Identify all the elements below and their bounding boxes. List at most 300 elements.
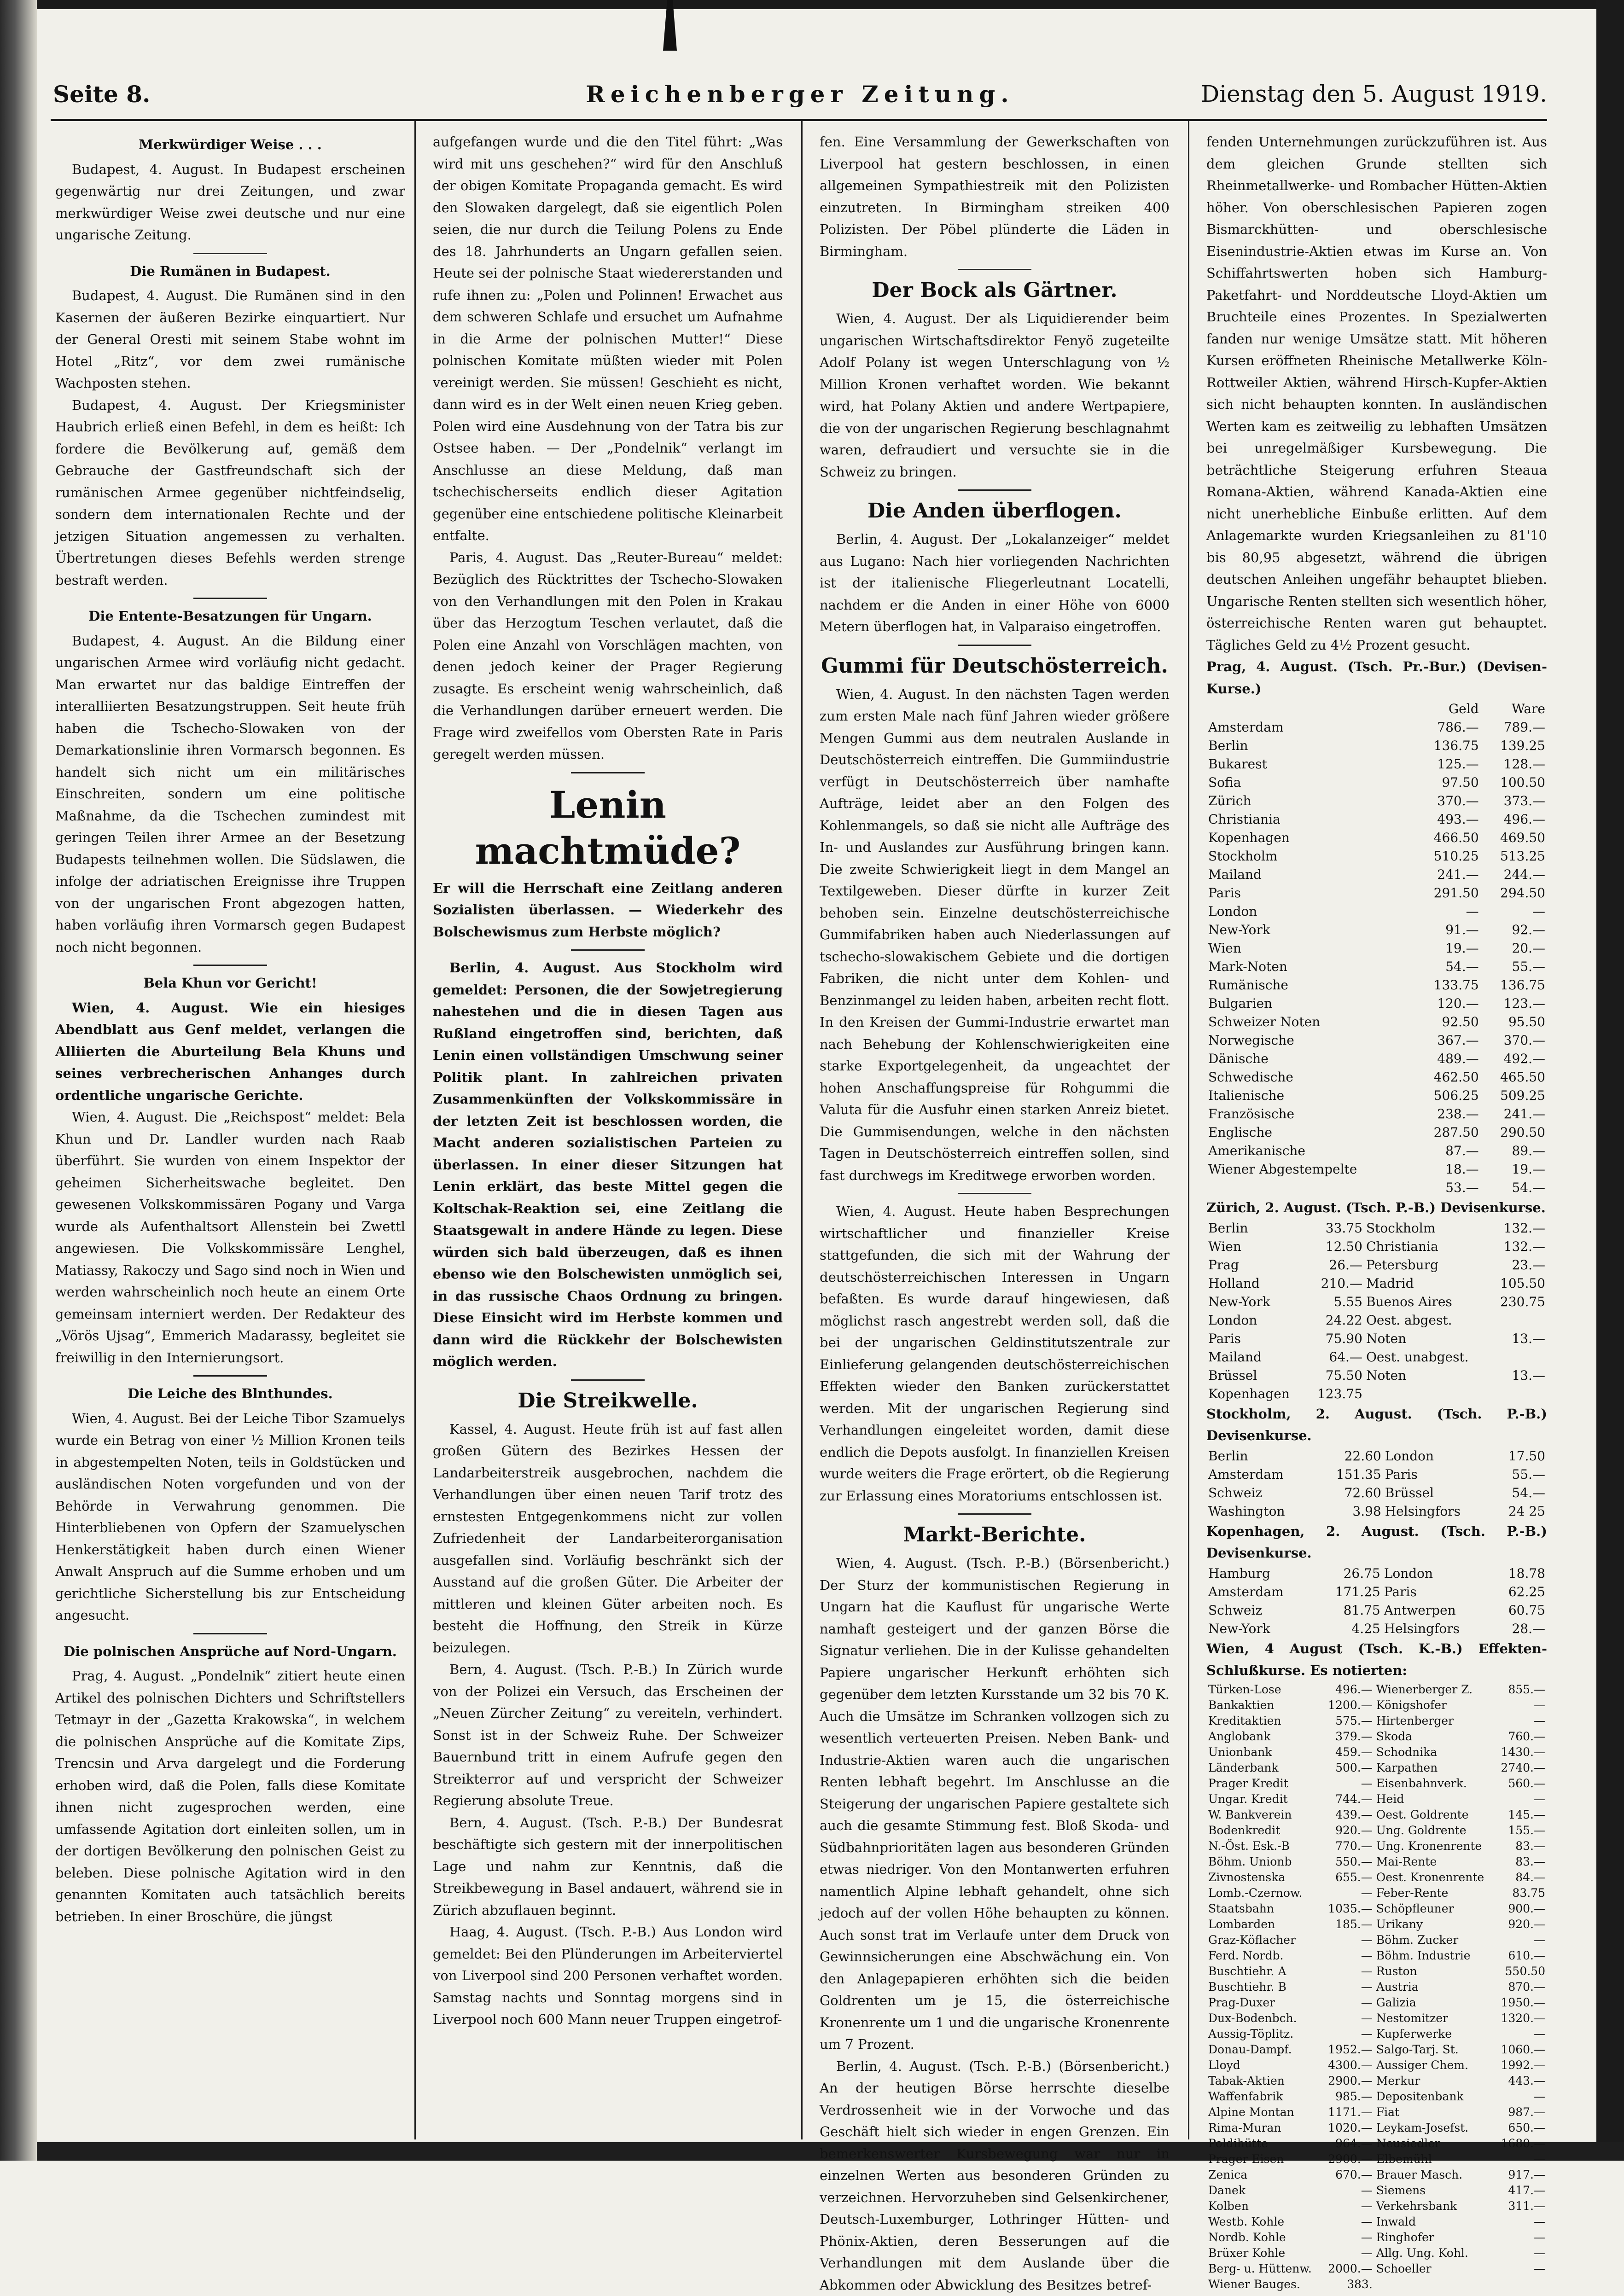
separator: [571, 772, 645, 773]
table-row: [1206, 2042, 1547, 2058]
table-cell: 20.—: [1481, 939, 1547, 958]
table-cell: 465.50: [1481, 1068, 1547, 1087]
table-cell: 370.—: [1481, 1031, 1547, 1050]
table-cell: 100.50: [1481, 773, 1547, 792]
table-cell: 1992.—: [1495, 2058, 1547, 2073]
table-cell: —: [1495, 2230, 1547, 2245]
headline-anden: Die Anden überflogen.: [820, 497, 1170, 525]
table-cell: Buenos Aires: [1364, 1293, 1490, 1311]
table-title: Kopenhagen, 2. August. (Tsch. P.-B.) Devisenkurse.: [1206, 1521, 1547, 1564]
wien-effekten-table: [1206, 1682, 1547, 2292]
separator: [193, 965, 267, 966]
table-cell: 19.—: [1414, 939, 1480, 958]
table-cell: Neusiedler: [1374, 2136, 1495, 2151]
table-row: [1206, 2073, 1547, 2089]
table-cell: Englische: [1206, 1123, 1414, 1142]
table-cell: 770.—: [1322, 1838, 1374, 1854]
table-cell: Helsingfors: [1382, 1620, 1491, 1638]
table-cell: Aussiger Chem.: [1374, 2058, 1495, 2073]
table-cell: Prager Eisen: [1206, 2151, 1322, 2167]
table-row: [1206, 2136, 1547, 2151]
table-cell: 496.—: [1481, 810, 1547, 829]
table-cell: 1060.—: [1495, 2042, 1547, 2058]
table-cell: 870.—: [1495, 1979, 1547, 1995]
table-row: [1206, 1697, 1547, 1713]
table-cell: [1206, 1179, 1414, 1197]
table-cell: 132.—: [1490, 1238, 1547, 1256]
table-row: [1206, 921, 1547, 939]
table-cell: Königshofer: [1374, 1697, 1495, 1713]
table-cell: —: [1322, 2026, 1374, 2042]
column-4: [1206, 131, 1547, 2143]
table-row: [1206, 1105, 1547, 1123]
table-row: [1206, 1142, 1547, 1160]
table-cell: Petersburg: [1364, 1256, 1490, 1274]
article-text: Wien, 4. August. Bei der Leiche Tibor Szamuelys wurde ein Betrag von einer ½ Million Kronen teils in abgestempelten Noten, teils in Goldstücken und ausländischen Noten vorgefunden und von der Behörde in Verwahrung genommen. Die Hinterbliebenen von Opfern der Szamuelyschen Henkerstätigkeit haben durch einen Wiener Anwalt Anspruch auf die Summe erhoben und um gerichtliche Sicherstellung bis zur Entscheidung angesucht.: [55, 1408, 405, 1627]
table-row: [1206, 958, 1547, 976]
table-cell: Zürich: [1206, 792, 1414, 810]
table-cell: Dux-Bodenbch.: [1206, 2011, 1322, 2026]
table-cell: Kopenhagen: [1206, 1385, 1307, 1403]
column-1: [55, 131, 405, 2143]
table-cell: Schweizer Noten: [1206, 1013, 1414, 1031]
table-cell: 500.—: [1322, 1760, 1374, 1776]
table-cell: Schodnika: [1374, 1744, 1495, 1760]
table-cell: 17.50: [1491, 1447, 1547, 1465]
article-title: Merkwürdiger Weise . . .: [55, 134, 405, 156]
table-cell: —: [1495, 2026, 1547, 2042]
table-cell: Hirtenberger: [1374, 1713, 1495, 1729]
table-row: [1206, 939, 1547, 958]
table-cell: 132.—: [1490, 1219, 1547, 1238]
table-cell: Dänische: [1206, 1050, 1414, 1068]
table-cell: —: [1322, 2214, 1374, 2230]
table-title: Wien, 4 August (Tsch. K.-B.) Effekten-Schlußkurse. Es notierten:: [1206, 1638, 1547, 1682]
table-cell: 383.: [1322, 2277, 1374, 2292]
table-cell: 744.—: [1322, 1791, 1374, 1807]
table-cell: 1020.—: [1322, 2120, 1374, 2136]
table-cell: 985.—: [1322, 2089, 1374, 2104]
article-text: Budapest, 4. August. Die Rumänen sind in den Kasernen der äußeren Bezirke einquartiert. Nur der General Oresti mit seinem Stabe wohnt im Hotel „Ritz“, vor dem zwei rumänische Wachposten stehen.: [55, 285, 405, 395]
table-row: [1206, 866, 1547, 884]
prag-devisen-table: [1206, 700, 1547, 1197]
table-cell: 55.—: [1491, 1465, 1547, 1484]
table-cell: 97.50: [1414, 773, 1480, 792]
table-cell: 287.50: [1414, 1123, 1480, 1142]
table-cell: Rima-Muran: [1206, 2120, 1322, 2136]
scan-edge-right: [1596, 0, 1624, 2161]
table-cell: Mailand: [1206, 1348, 1307, 1366]
table-cell: Berlin: [1206, 737, 1414, 755]
table-cell: 311.—: [1495, 2198, 1547, 2214]
table-row: [1206, 1964, 1547, 1979]
table-cell: Helsingfors: [1383, 1502, 1492, 1521]
table-cell: London: [1382, 1564, 1491, 1583]
table-cell: 1430.—: [1495, 1744, 1547, 1760]
article-title: Die Leiche des Blnthundes.: [55, 1383, 405, 1405]
table-row: [1206, 1087, 1547, 1105]
table-row: [1206, 1050, 1547, 1068]
table-row: [1206, 2277, 1547, 2292]
table-row: [1206, 1311, 1547, 1330]
table-cell: 513.25: [1481, 847, 1547, 866]
table-cell: 120.—: [1414, 994, 1480, 1013]
table-cell: 900.—: [1495, 1901, 1547, 1917]
table-cell: Austria: [1374, 1979, 1495, 1995]
table-row: [1206, 976, 1547, 994]
table-cell: 920.—: [1495, 1917, 1547, 1932]
table-cell: 87.—: [1414, 1142, 1480, 1160]
table-cell: Norwegische: [1206, 1031, 1414, 1050]
table-cell: Amsterdam: [1206, 1583, 1315, 1601]
table-cell: Graz-Köflacher: [1206, 1932, 1322, 1948]
table-cell: 610.—: [1495, 1948, 1547, 1964]
table-cell: 64.—: [1307, 1348, 1364, 1366]
table-cell: —: [1322, 2198, 1374, 2214]
table-cell: 550.—: [1322, 1854, 1374, 1870]
table-row: [1206, 2214, 1547, 2230]
article-title: Die Entente-Besatzungen für Ungarn.: [55, 605, 405, 628]
table-cell: Ung. Kronenrente: [1374, 1838, 1495, 1854]
table-cell: Tabak-Aktien: [1206, 2073, 1322, 2089]
article-text: fenden Unternehmungen zurückzuführen ist. Aus dem gleichen Grunde stellten sich Rheinmetallwerke- und Rombacher Hütten-Aktien höher. Von oberschlesischen Papieren zogen Bismarckhütten- und oberschlesische Eisenindustrie-Aktien etwas im Kurse an. Von Schiffahrtswerten hoben sich Hamburg-Paketfahrt- und Norddeutsche Lloyd-Aktien um Bruchteile eines Prozentes. In Spezialwerten fanden nur wenige Umsätze statt. Mit höheren Kursen eröffneten Rheinische Metallwerke Köln-Rottweiler Aktien, während Hirsch-Kupfer-Aktien sich nicht behaupten konnten. In ausländischen Werten kam es zeitweilig zu lebhaften Umsätzen bei unregelmäßiger Kursbewegung. Die beträchtliche Steigerung erfuhren Steaua Romana-Aktien, während Kanada-Aktien eine nicht unerhebliche Einbuße erlitten. Auf dem Anlagemarkte wurden Kriegsanleihen zu 81'10 bis 80,95 abgesetzt, während die übrigen deutschen Anleihen ungefähr behauptet blieben. Ungarische Renten stellten sich wesentlich höher, österreichische Renten waren gut behauptet. Tägliches Geld zu 4½ Prozent gesucht.: [1206, 131, 1547, 656]
table-cell: Urikany: [1374, 1917, 1495, 1932]
table-cell: 23.—: [1490, 1256, 1547, 1274]
table-row: [1206, 1484, 1547, 1502]
table-cell: Brüxer Kohle: [1206, 2245, 1322, 2261]
table-cell: Mailand: [1206, 866, 1414, 884]
table-cell: —: [1322, 1776, 1374, 1791]
table-cell: 4.25: [1315, 1620, 1382, 1638]
table-cell: 13.—: [1490, 1366, 1547, 1385]
table-cell: 917.—: [1495, 2167, 1547, 2183]
table-row: [1206, 1601, 1547, 1620]
table-cell: 655.—: [1322, 1870, 1374, 1885]
table-row: [1206, 1807, 1547, 1823]
table-row: [1206, 1744, 1547, 1760]
separator: [571, 1379, 645, 1381]
table-cell: Bulgarien: [1206, 994, 1414, 1013]
table-cell: Salgo-Tarj. St.: [1374, 2042, 1495, 2058]
article-text: Haag, 4. August. (Tsch. P.-B.) Aus London wird gemeldet: Bei den Plünderungen im Arbeiterviertel von Liverpool sind 200 Personen verhaftet worden. Samstag nachts und Sonntag morgens sind in Liverpool noch 600 Mann neuer Truppen eingetrof-: [433, 1921, 783, 2031]
table-cell: Paris: [1206, 884, 1414, 902]
table-cell: Italienische: [1206, 1087, 1414, 1105]
table-cell: 105.50: [1490, 1274, 1547, 1293]
table-cell: 60.75: [1491, 1601, 1547, 1620]
table-cell: —: [1322, 1885, 1374, 1901]
table-row: [1206, 737, 1547, 755]
table-cell: Berg- u. Hüttenw.: [1206, 2261, 1322, 2277]
table-cell: 92.—: [1481, 921, 1547, 939]
article-text: Kassel, 4. August. Heute früh ist auf fast allen großen Gütern des Bezirkes Hessen der Landarbeiterstreik ausgebrochen, nachdem die Verhandlungen über einen neuen Tarif trotz des ernstesten Entgegenkommens nicht zur vollen Zufriedenheit der Landarbeiterorganisation ausgefallen sind. Vorläufig beschränkt sich der Ausstand auf die großen Güter. Die Arbeiter der mittleren und kleinen Güter arbeiten noch. Es besteht die Hoffnung, den Streik in Kürze beizulegen.: [433, 1418, 783, 1659]
table-cell: Verkehrsbank: [1374, 2198, 1495, 2214]
table-cell: Böhm. Zucker: [1374, 1932, 1495, 1948]
table-cell: N.-Öst. Esk.-B: [1206, 1838, 1322, 1854]
table-cell: Christiania: [1364, 1238, 1490, 1256]
newspaper-title: Reichenberger Zeitung.: [53, 81, 1547, 108]
table-row: [1206, 2104, 1547, 2120]
table-cell: 855.—: [1495, 1682, 1547, 1697]
table-cell: Amerikanische: [1206, 1142, 1414, 1160]
table-cell: Berlin: [1206, 1447, 1316, 1465]
table-cell: 95.50: [1481, 1013, 1547, 1031]
table-cell: Westb. Kohle: [1206, 2214, 1322, 2230]
table-cell: Wienerberger Z.: [1374, 1682, 1495, 1697]
table-row: [1206, 1682, 1547, 1697]
table-cell: 238.—: [1414, 1105, 1480, 1123]
table-cell: Bodenkredit: [1206, 1823, 1322, 1838]
table-cell: Poldihütte: [1206, 2136, 1322, 2151]
table-cell: Anglobank: [1206, 1729, 1322, 1744]
article-text: Wien, 4. August. In den nächsten Tagen werden zum ersten Male nach fünf Jahren wieder größere Mengen Gummi aus dem neutralen Auslande in Deutschösterreich eintreffen. Die Gummiindustrie verfügt in Deutschösterreich über namhafte Aufträge, leidet aber an den Folgen des Kohlenmangels, so daß sie nicht alle Aufträge des In- und Auslandes zur Ausführung bringen kann. Die zweite Schwierigkeit liegt in dem Mangel an Textilgeweben. Dieser dürfte in kurzer Zeit behoben sein. Einzelne deutschösterreichische Gummifabriken haben auch Niederlassungen auf tschecho-slowakischem Gebiete und die dortigen Fabriken, die nicht unter dem Kohlen- und Benzinmangel zu leiden haben, arbeiten recht flott. In den Kreisen der Gummi-Industrie erwartet man nach Behebung der Kohlenschwierigkeiten eine starke Exportgelegenheit, da ungeachtet der hohen Anschaffungspreise für Rohgummi die Valuta für die Ausfuhr einen starken Anreiz bietet. Die Gummisendungen, welche in den nächsten Tagen in Deutschösterreich eintreffen sollen, sind fast durchwegs im Kreditwege erworben worden.: [820, 684, 1170, 1187]
table-cell: Donau-Dampf.: [1206, 2042, 1322, 2058]
table-header-row: [1206, 700, 1547, 718]
table-cell: 26.75: [1315, 1564, 1382, 1583]
table-cell: 89.—: [1481, 1142, 1547, 1160]
table-cell: 136.75: [1414, 737, 1480, 755]
table-cell: 786.—: [1414, 718, 1480, 737]
table-cell: Elbemühl: [1374, 2151, 1495, 2167]
table-row: [1206, 1160, 1547, 1179]
table-cell: Kreditaktien: [1206, 1713, 1322, 1729]
table-cell: Ringhofer: [1374, 2230, 1495, 2245]
table-cell: Danek: [1206, 2183, 1322, 2198]
table-cell: Leykam-Josefst.: [1374, 2120, 1495, 2136]
table-cell: 367.—: [1414, 1031, 1480, 1050]
table-row: [1206, 884, 1547, 902]
table-cell: 4300.—: [1322, 2058, 1374, 2073]
table-cell: 2900.—: [1322, 2073, 1374, 2089]
table-cell: Heid: [1374, 1791, 1495, 1807]
table-cell: —: [1495, 2151, 1547, 2167]
table-row: [1206, 755, 1547, 773]
table-cell: 492.—: [1481, 1050, 1547, 1068]
table-cell: 145.—: [1495, 1807, 1547, 1823]
table-cell: —: [1495, 2261, 1547, 2277]
table-cell: —: [1322, 1995, 1374, 2011]
table-cell: 1952.—: [1322, 2042, 1374, 2058]
table-cell: Depositenbank: [1374, 2089, 1495, 2104]
table-row: [1206, 829, 1547, 847]
table-row: [1206, 2167, 1547, 2183]
table-cell: 964.—: [1322, 2136, 1374, 2151]
table-cell: 91.—: [1414, 921, 1480, 939]
separator: [958, 489, 1031, 491]
table-cell: Ung. Goldrente: [1374, 1823, 1495, 1838]
article-text: aufgefangen wurde und die den Titel führt: „Was wird mit uns geschehen?“ wird für den Anschluß der obigen Komitate Propaganda gemacht. Es wird den Slowaken dargelegt, daß sie eigentlich Polen seien, die nur durch die Teilung Polens zu Ende des 18. Jahrhunderts an Ungarn gefallen seien. Heute sei der polnische Staat wiedererstanden und rufe ihnen zu: „Polen und Polinnen! Erwachet aus dem schweren Schlafe und ersuchet um Aufnahme in die Arme der polnischen Mutter!“ Diese polnischen Komitate müßten wieder mit Polen vereinigt werden. Sie müssen! Geschieht es nicht, dann wird es in der Welt einen neuen Krieg geben. Polen wird eine Ausdehnung von der Tatra bis zur Ostsee haben. — Der „Pondelnik“ verlangt im Anschlusse an diese Meldung, daß man tschechischerseits endlich dieser Agitation gegenüber eine entschiedene politische Kleinarbeit entfalte.: [433, 131, 783, 547]
table-cell: Mai-Rente: [1374, 1854, 1495, 1870]
table-header-cell: [1206, 700, 1414, 718]
table-row: [1206, 1219, 1547, 1238]
table-row: [1206, 773, 1547, 792]
table-cell: 3.98: [1316, 1502, 1383, 1521]
table-cell: —: [1322, 2183, 1374, 2198]
table-cell: Eisenbahnverk.: [1374, 1776, 1495, 1791]
table-cell: Schweiz: [1206, 1484, 1316, 1502]
table-cell: Zivnostenska: [1206, 1870, 1322, 1885]
table-cell: —: [1495, 2089, 1547, 2104]
table-cell: Brüssel: [1206, 1366, 1307, 1385]
table-row: [1206, 1502, 1547, 1521]
table-cell: —: [1495, 1932, 1547, 1948]
table-cell: Unionbank: [1206, 1744, 1322, 1760]
table-cell: 459.—: [1322, 1744, 1374, 1760]
table-cell: 789.—: [1481, 718, 1547, 737]
table-cell: 5.55: [1307, 1293, 1364, 1311]
table-cell: [1374, 2277, 1495, 2292]
table-header-cell: Ware: [1481, 700, 1547, 718]
table-title: Stockholm, 2. August. (Tsch. P.-B.) Devisenkurse.: [1206, 1403, 1547, 1447]
table-cell: —: [1322, 2230, 1374, 2245]
table-row: [1206, 2011, 1547, 2026]
table-cell: Washington: [1206, 1502, 1316, 1521]
table-cell: 291.50: [1414, 884, 1480, 902]
article-text: Bern, 4. August. (Tsch. P.-B.) Der Bundesrat beschäftigte sich gestern mit der innerpolitischen Lage und nahm zur Kenntnis, daß die Streikbewegung in Basel andauert, während sie in Zürich abzuflauen beginnt.: [433, 1812, 783, 1922]
table-cell: Paris: [1383, 1465, 1492, 1484]
table-cell: 83.75: [1495, 1885, 1547, 1901]
table-row: [1206, 1995, 1547, 2011]
table-cell: Länderbank: [1206, 1760, 1322, 1776]
table-cell: 244.—: [1481, 866, 1547, 884]
article-text: Budapest, 4. August. Der Kriegsminister Haubrich erließ einen Befehl, in dem es heißt: Ich fordere die Bevölkerung auf, gemäß dem Gebrauche der Gastfreundschaft sich der rumänischen Armee gegenüber nichtfeindselig, sondern dem internationalen Rechte und der jetzigen Situation angemessen zu verhalten. Übertretungen dieses Befehls werden strenge bestraft werden.: [55, 395, 405, 592]
table-row: [1206, 2089, 1547, 2104]
table-cell: 2740.—: [1495, 1760, 1547, 1776]
table-cell: Lomb.-Czernow.: [1206, 1885, 1322, 1901]
separator: [958, 1513, 1031, 1515]
table-cell: 33.75: [1307, 1219, 1364, 1238]
article-text: Paris, 4. August. Das „Reuter-Bureau“ meldet: Bezüglich des Rücktrittes der Tschecho-Slowaken von den Verhandlungen mit den Polen in Krakau über das Herzogtum Teschen verlautet, daß die Polen eine Anzahl von Vorschlägen machten, von denen jedoch keiner der Prager Regierung zusagte. Es erscheint wenig wahrscheinlich, daß die Verhandlungen darüber erneuert werden. Die Frage wird zweifellos vom Obersten Rate in Paris geregelt werden müssen.: [433, 547, 783, 766]
table-cell: 18.—: [1414, 1160, 1480, 1179]
table-cell: 151.35: [1316, 1465, 1383, 1484]
table-cell: 230.75: [1490, 1293, 1547, 1311]
table-cell: Wien: [1206, 939, 1414, 958]
table-row: [1206, 1256, 1547, 1274]
table-cell: 506.25: [1414, 1087, 1480, 1105]
column-2: [433, 131, 783, 2143]
table-cell: —: [1322, 1948, 1374, 1964]
table-cell: Christiania: [1206, 810, 1414, 829]
table-cell: 139.25: [1481, 737, 1547, 755]
table-cell: Staatsbahn: [1206, 1901, 1322, 1917]
table-cell: 760.—: [1495, 1729, 1547, 1744]
table-cell: [1490, 1311, 1547, 1330]
table-cell: Oest. unabgest.: [1364, 1348, 1490, 1366]
table-cell: 22.60: [1316, 1447, 1383, 1465]
article-text: Wien, 4. August. Heute haben Besprechungen wirtschaftlicher und finanzieller Kreise stattgefunden, die sich mit der Wahrung der deutschösterreichischen Interessen in Ungarn befaßten. Es wurde darauf hingewiesen, daß möglichst rasch angestrebt werden soll, daß die bei der ungarischen Geldinstitutszentrale zur Einlieferung gelangenden deutschösterreichischen Effekten wieder den Banken zurückerstattet werden. Mit der ungarischen Regierung sind Verhandlungen eingeleitet worden, damit diese endlich die Depots ausfolgt. In finanziellen Kreisen wurde weiters die Frage erörtert, ob die Regierung zur Erlassung eines Moratoriums entschlossen ist.: [820, 1201, 1170, 1507]
table-cell: New-York: [1206, 1620, 1315, 1638]
table-cell: 83.—: [1495, 1854, 1547, 1870]
table-cell: 83.—: [1495, 1838, 1547, 1854]
table-cell: New-York: [1206, 1293, 1307, 1311]
table-row: [1206, 1385, 1547, 1403]
table-cell: Noten: [1364, 1366, 1490, 1385]
table-row: [1206, 1366, 1547, 1385]
table-cell: [1490, 1385, 1547, 1403]
table-cell: Schoeller: [1374, 2261, 1495, 2277]
table-cell: 370.—: [1414, 792, 1480, 810]
article-title: Die Rumänen in Budapest.: [55, 261, 405, 283]
table-cell: 1171.—: [1322, 2104, 1374, 2120]
table-cell: Noten: [1364, 1330, 1490, 1348]
table-row: [1206, 2261, 1547, 2277]
table-cell: Lloyd: [1206, 2058, 1322, 2073]
table-cell: 290.50: [1481, 1123, 1547, 1142]
table-cell: Schwedische: [1206, 1068, 1414, 1087]
table-cell: 84.—: [1495, 1870, 1547, 1885]
table-row: [1206, 1776, 1547, 1791]
table-cell: 18.78: [1491, 1564, 1547, 1583]
table-row: [1206, 1465, 1547, 1484]
table-cell: 155.—: [1495, 1823, 1547, 1838]
table-cell: 2000.—: [1322, 2261, 1374, 2277]
header-rule: [51, 119, 1547, 121]
table-cell: 24.22: [1307, 1311, 1364, 1330]
table-row: [1206, 1447, 1547, 1465]
table-cell: 509.25: [1481, 1087, 1547, 1105]
table-row: [1206, 2245, 1547, 2261]
separator: [193, 598, 267, 599]
table-cell: 123.—: [1481, 994, 1547, 1013]
table-row: [1206, 718, 1547, 737]
table-cell: Oest. Goldrente: [1374, 1807, 1495, 1823]
table-row: [1206, 1760, 1547, 1776]
table-row: [1206, 1583, 1547, 1601]
table-cell: 417.—: [1495, 2183, 1547, 2198]
table-cell: [1364, 1385, 1490, 1403]
table-cell: Oest. abgest.: [1364, 1311, 1490, 1330]
table-cell: 650.—: [1495, 2120, 1547, 2136]
article-title: Die polnischen Ansprüche auf Nord-Ungarn.: [55, 1641, 405, 1663]
table-cell: Kolben: [1206, 2198, 1322, 2214]
table-cell: 294.50: [1481, 884, 1547, 902]
table-cell: Buschtiehr. A: [1206, 1964, 1322, 1979]
article-text: Wien, 4. August. Die „Reichspost“ meldet: Bela Khun und Dr. Landler wurden nach Raab überführt. Sie wurden von einem Inspektor der geheimen Sicherheitswache begleitet. Den gewesenen Volkskommissären Pogany und Varga wurde als Aufenthaltsort Allenstein bei Zwettl angewiesen. Die Volkskommissäre Lenghel, Matiassy, Rakoczy und Sago sind noch in Wien und werden wahrscheinlich noch heute an einem Orte gemeinsam interniert werden. Der Redakteur des „Vörös Ujsag“, Emmerich Madarassy, begleitet sie freiwillig in den Internierungsort.: [55, 1106, 405, 1369]
table-cell: 123.75: [1307, 1385, 1364, 1403]
table-cell: —: [1322, 1932, 1374, 1948]
table-cell: Bankaktien: [1206, 1697, 1322, 1713]
article-text: Berlin, 4. August. Der „Lokalanzeiger“ meldet aus Lugano: Nach hier vorliegenden Nachrichten ist der italienische Fliegerleutnant Locatelli, nachdem er die Anden in einer Höhe von 6000 Metern überflogen hat, in Valparaiso eingetroffen.: [820, 529, 1170, 638]
table-cell: Mark-Noten: [1206, 958, 1414, 976]
separator: [958, 269, 1031, 270]
table-cell: 136.75: [1481, 976, 1547, 994]
table-cell: 19.—: [1481, 1160, 1547, 1179]
table-cell: London: [1206, 902, 1414, 921]
table-cell: London: [1206, 1311, 1307, 1330]
table-cell: 1320.—: [1495, 2011, 1547, 2026]
table-cell: Wiener Abgestempelte: [1206, 1160, 1414, 1179]
table-cell: Antwerpen: [1382, 1601, 1491, 1620]
table-cell: 28.—: [1491, 1620, 1547, 1638]
table-cell: [1495, 2277, 1547, 2292]
column-3: [820, 131, 1170, 2143]
table-cell: Alpine Montan: [1206, 2104, 1322, 2120]
table-cell: 128.—: [1481, 755, 1547, 773]
table-row: [1206, 847, 1547, 866]
table-cell: 373.—: [1481, 792, 1547, 810]
table-cell: 185.—: [1322, 1917, 1374, 1932]
table-cell: 12.50: [1307, 1238, 1364, 1256]
table-cell: —: [1481, 902, 1547, 921]
table-row: [1206, 2183, 1547, 2198]
table-cell: Stockholm: [1206, 847, 1414, 866]
table-row: [1206, 1885, 1547, 1901]
table-cell: Ungar. Kredit: [1206, 1791, 1322, 1807]
separator: [571, 949, 645, 951]
table-cell: —: [1495, 1713, 1547, 1729]
table-row: [1206, 2058, 1547, 2073]
table-cell: —: [1414, 902, 1480, 921]
table-cell: Kopenhagen: [1206, 829, 1414, 847]
